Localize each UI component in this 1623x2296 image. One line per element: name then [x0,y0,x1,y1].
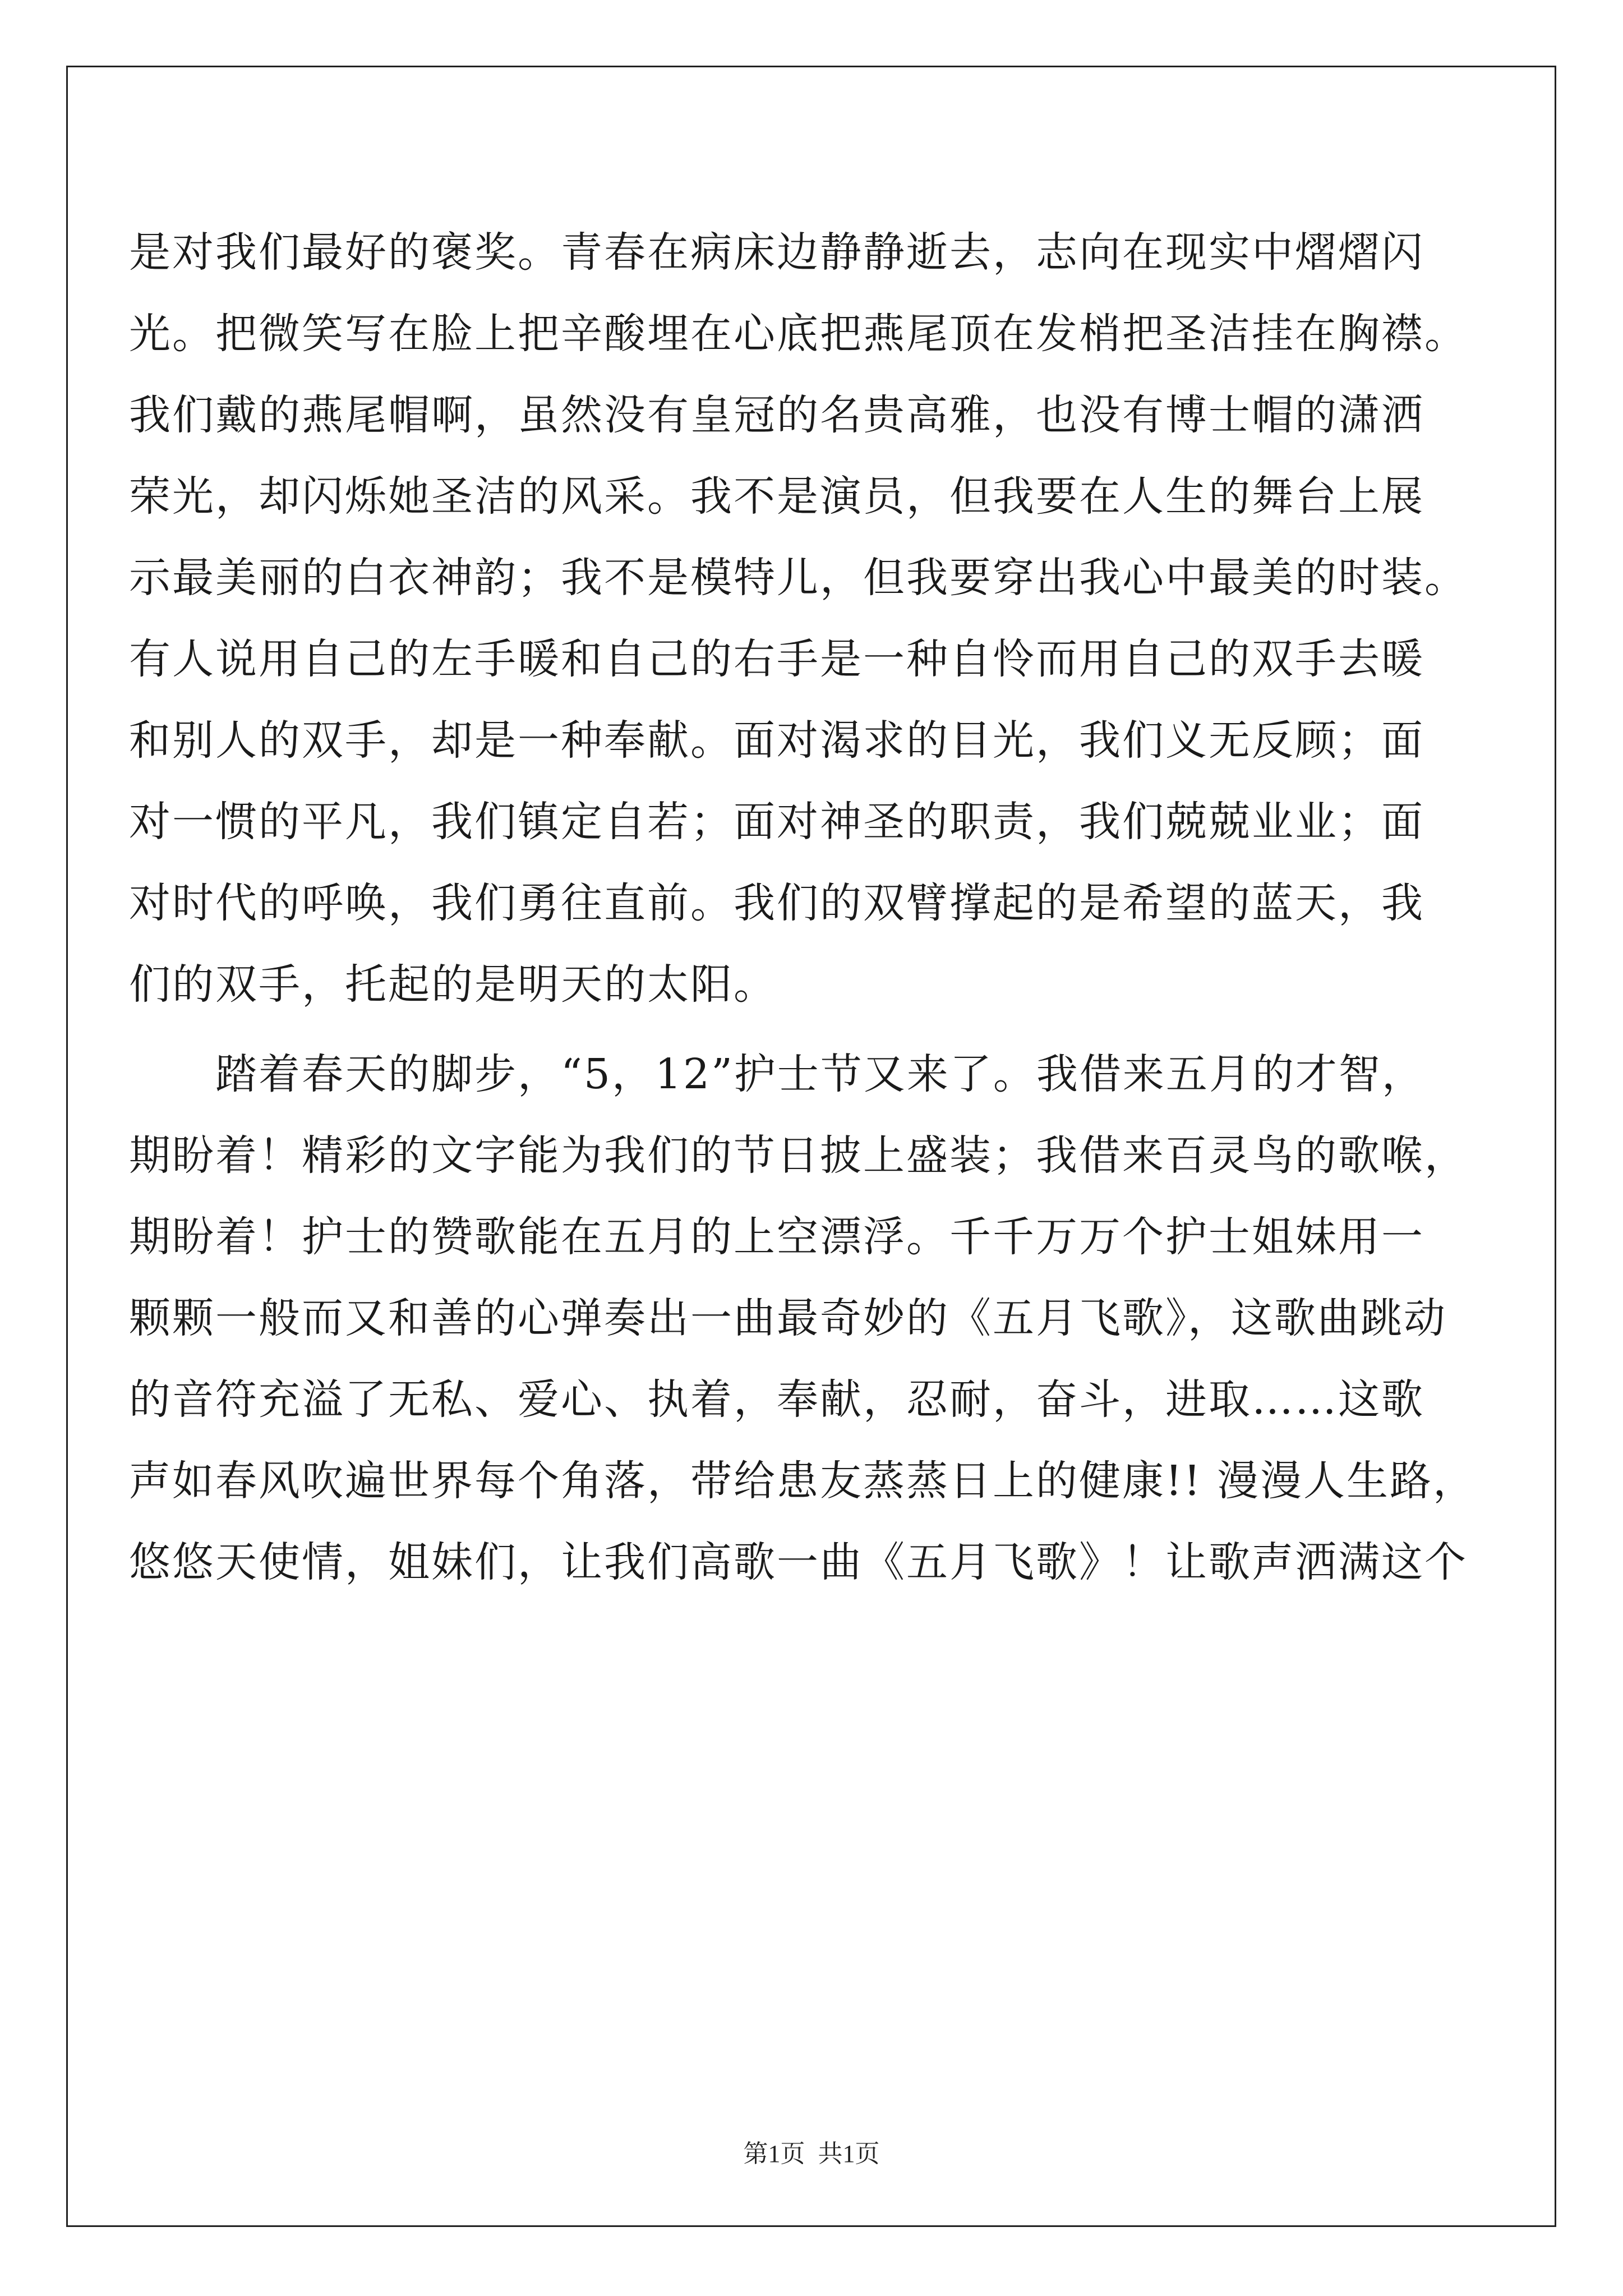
text-line: 的音符充溢了无私、爱心、执着，奉献，忍耐，奋斗，进取……这歌 [129,1375,1424,1424]
text-line: 有人说用自己的左手暖和自己的右手是一种自怜而用自己的双手去暖 [129,635,1424,683]
page-footer [0,2137,1623,2171]
text-line: 期盼着！精彩的文字能为我们的节日披上盛装；我借来百灵鸟的歌喉， [129,1131,1468,1180]
text-line: 光。把微笑写在脸上把辛酸埋在心底把燕尾顶在发梢把圣洁挂在胸襟。 [129,310,1468,358]
page-number-current: 第1页 [743,2140,805,2168]
text-line: 我们戴的燕尾帽啊，虽然没有皇冠的名贵高雅，也没有博士帽的潇洒 [129,391,1424,439]
text-line: 对时代的呼唤，我们勇往直前。我们的双臂撑起的是希望的蓝天，我 [129,879,1424,927]
text-line: 声如春风吹遍世界每个角落，带给患友蒸蒸日上的健康!! 漫漫人生路， [129,1457,1476,1505]
page-number-total: 共1页 [818,2140,880,2168]
text-line: 颗颗一般而又和善的心弹奏出一曲最奇妙的《五月飞歌》，这歌曲跳动 [129,1294,1447,1342]
text-line: 是对我们最好的褒奖。青春在病床边静静逝去，志向在现实中熠熠闪 [129,228,1424,277]
text-line: 悠悠天使情，姐妹们，让我们高歌一曲《五月飞歌》！让歌声洒满这个 [129,1538,1468,1586]
text-line: 踏着春天的脚步，“5，12”护士节又来了。我借来五月的才智， [129,1050,1425,1098]
text-line: 荣光，却闪烁她圣洁的风采。我不是演员，但我要在人生的舞台上展 [129,472,1424,521]
text-line: 示最美丽的白衣神韵；我不是模特儿，但我要穿出我心中最美的时装。 [129,554,1468,602]
text-line: 和别人的双手，却是一种奉献。面对渴求的目光，我们义无反顾；面 [129,716,1424,765]
text-line: 们的双手，托起的是明天的太阳。 [129,960,777,1009]
text-line: 期盼着！护士的赞歌能在五月的上空漂浮。千千万万个护士姐妹用一 [129,1213,1424,1261]
text-line: 对一惯的平凡，我们镇定自若；面对神圣的职责，我们兢兢业业；面 [129,798,1424,846]
